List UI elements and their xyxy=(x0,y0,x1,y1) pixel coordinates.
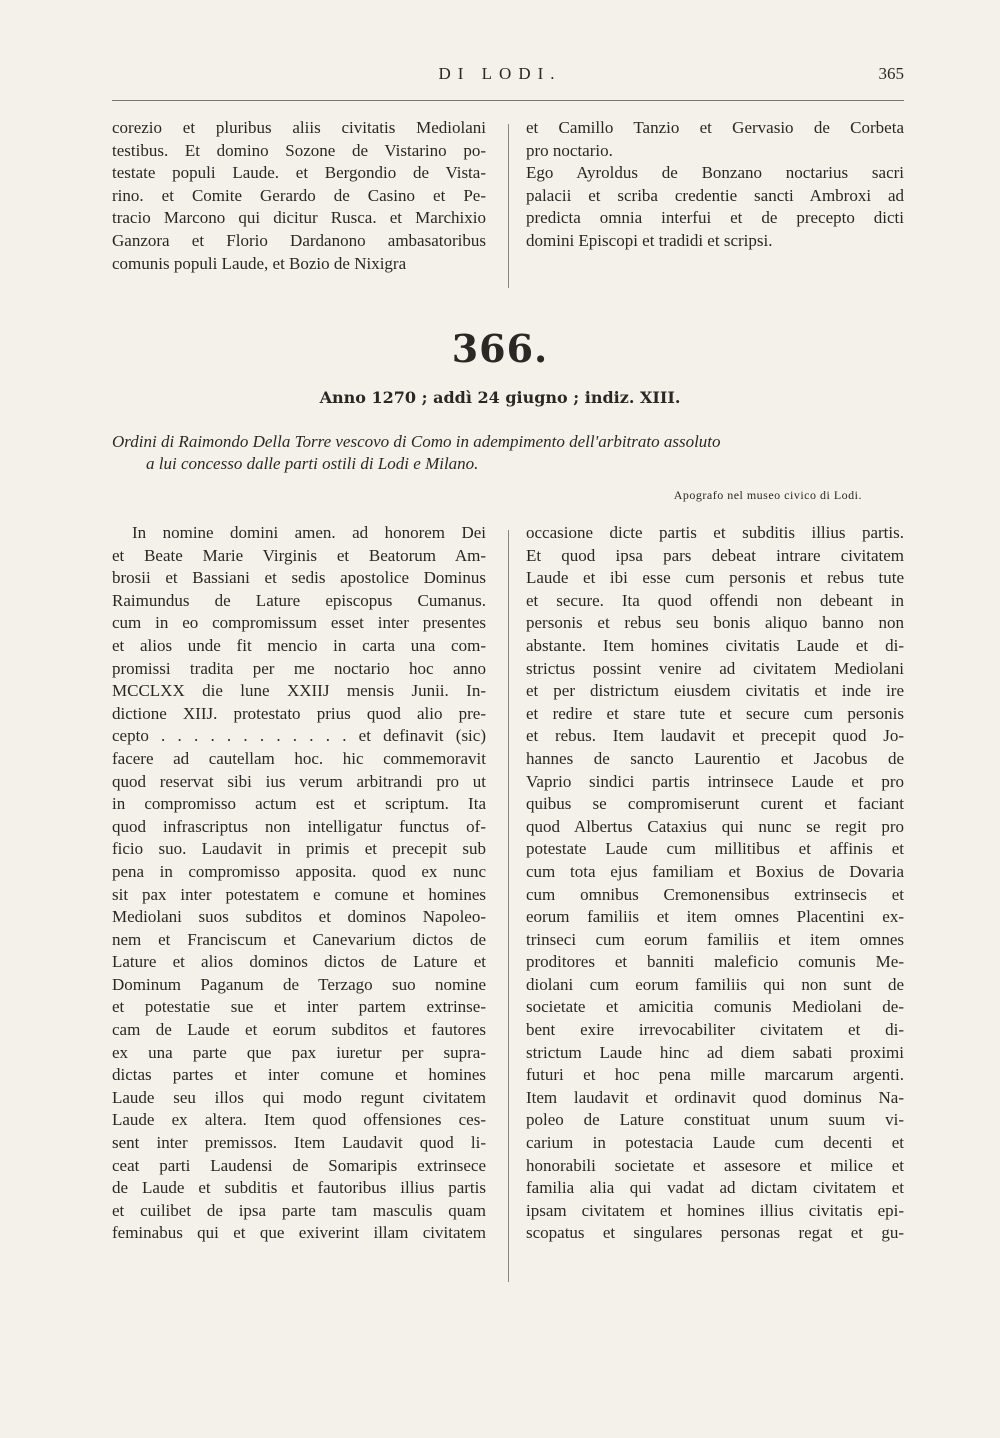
text-line: Vaprio sindici partis intrinsece Laude et pro xyxy=(526,771,904,791)
text-line: promissi tradita per me noctario hoc anno xyxy=(112,658,486,678)
column-rule xyxy=(508,530,509,1282)
text-line: Laude et ibi esse cum personis et rebus tute xyxy=(526,568,904,588)
column-rule xyxy=(508,124,509,288)
text-line: eorum familiis et item omnes Placentini ex- xyxy=(526,907,904,927)
text-line: et cuilibet de ipsa parte tam masculis quam xyxy=(112,1200,486,1220)
text-line: Et quod ipsa pars debeat intrare civitatem xyxy=(526,545,904,565)
text-line: Mediolani suos subditos et dominos Napoleo- xyxy=(112,907,486,927)
text-line: domini Episcopi et tradidi et scripsi. xyxy=(526,230,773,250)
text-line: strictum Laude hinc ad diem sabati proximi xyxy=(526,1042,904,1062)
text-line: cepto . . . . . . . . . . . . et definavit (sic) xyxy=(112,726,486,746)
text-line: feminabus qui et que exiverint illam civitatem xyxy=(112,1223,486,1243)
source-note: Apografo nel museo civico di Lodi. xyxy=(673,488,862,502)
text-line: ex una parte que pax iuretur per supra- xyxy=(112,1042,486,1062)
document-summary xyxy=(112,431,904,475)
text-line: sent inter premissos. Item Laudavit quod li- xyxy=(112,1133,486,1153)
text-line: et Beate Marie Virginis et Beatorum Am- xyxy=(112,545,486,565)
text-line: quod Albertus Cataxius qui nunc se regit pro xyxy=(526,816,904,836)
text-line: honorabili societate et assesore et milice et xyxy=(526,1155,904,1175)
text-line: Lature et alios dominos dictos de Lature et xyxy=(112,952,486,972)
text-line: palacii et scriba credentie sancti Ambroxi ad xyxy=(526,185,904,205)
text-line: dictas partes et inter comune et homines xyxy=(112,1065,486,1085)
text-line: et Camillo Tanzio et Gervasio de Corbeta xyxy=(526,118,904,137)
text-line: carium in potestacia Laude cum decenti et xyxy=(526,1133,904,1153)
text-line: Ganzora et Florio Dardanono ambasatoribus xyxy=(112,230,486,250)
text-line: de Laude et subditis et fautoribus illius partis xyxy=(112,1178,486,1198)
text-line: comunis populi Laude, et Bozio de Nixigra xyxy=(112,253,407,273)
text-line: poleo de Lature constituat unum suum vi- xyxy=(526,1110,904,1130)
text-line: pro noctario. xyxy=(526,140,613,160)
text-line: et per districtum eiusdem civitatis et inde ire xyxy=(526,681,904,701)
text-line: testibus. Et domino Sozone de Vistarino po- xyxy=(112,140,486,160)
text-line: bent exire irrevocabiliter civitatem et di- xyxy=(526,1020,904,1040)
header-rule xyxy=(112,100,904,101)
text-line: hannes de sancto Laurentio et Jacobus de xyxy=(526,748,904,768)
text-line: Item laudavit et ordinavit quod dominus Na- xyxy=(526,1087,904,1107)
text-line: Laude ex altera. Item quod offensiones ces- xyxy=(112,1110,486,1130)
text-line: ficio suo. Laudavit in primis et precepit sub xyxy=(112,839,486,859)
text-line: Raimundus de Lature episcopus Cumanus. xyxy=(112,590,486,610)
text-line: sit pax inter potestatem e comune et homines xyxy=(112,884,486,904)
summary-line: a lui concesso dalle parti ostili di Lodi e Milano. xyxy=(146,454,479,473)
text-line: diolani cum eorum familiis qui non sunt de xyxy=(526,974,904,994)
text-line: trinseci cum eorum familiis et item omnes xyxy=(526,929,904,949)
text-line: quod reservat sibi ius verum arbitrandi pro ut xyxy=(112,771,486,791)
text-line: et secure. Ita quod offendi non debeant in xyxy=(526,590,904,610)
text-line: strictus possint venire ad civitatem Mediolani xyxy=(526,658,904,678)
summary-line: Ordini di Raimondo Della Torre vescovo di Como in adempimento dell'arbitrato assoluto xyxy=(112,432,721,451)
text-line: familia alia qui vadat ad dictam civitatem et xyxy=(526,1178,904,1198)
text-line: ceat parti Laudensi de Somaripis extrinsece xyxy=(112,1155,486,1175)
text-line: personis et rebus seu bonis aliquo banno non xyxy=(526,613,904,633)
text-line: scopatus et singulares personas regat et gu- xyxy=(526,1223,904,1243)
document-left-column xyxy=(112,522,486,1245)
text-line: tracio Marcono qui dicitur Rusca. et Marchixio xyxy=(112,208,486,228)
text-line: predicta omnia interfui et de precepto dicti xyxy=(526,208,904,228)
text-line: occasione dicte partis et subditis illius partis. xyxy=(526,523,904,542)
text-line: et redire et stare tute et secure cum personis xyxy=(526,703,904,723)
text-line: Ego Ayroldus de Bonzano noctarius sacri xyxy=(526,163,904,183)
document-number: 366. xyxy=(451,326,549,371)
text-line: cum omnibus Cremonensibus extrinsecis et xyxy=(526,884,904,904)
text-line: societate et amicitia comunis Mediolani de- xyxy=(526,997,904,1017)
text-line: proditores et banniti maleficio comunis Me- xyxy=(526,952,904,972)
text-line: cum tota ejus familiam et Boxius de Dovaria xyxy=(526,861,904,881)
text-line: nem et Franciscum et Canevarium dictos de xyxy=(112,929,486,949)
text-line: quibus se compromiserunt curent et faciant xyxy=(526,794,904,814)
text-line: Dominum Paganum de Terzago suo nomine xyxy=(112,974,486,994)
text-line: In nomine domini amen. ad honorem Dei xyxy=(132,523,486,542)
text-line: dictione XIIJ. protestato prius quod alio pre- xyxy=(112,703,486,723)
text-line: cam de Laude et eorum subditos et fautores xyxy=(112,1020,486,1040)
header-title: DI LODI. xyxy=(438,64,562,83)
text-line: pena in compromisso apposita. quod ex nunc xyxy=(112,861,486,881)
text-line: rino. et Comite Gerardo de Casino et Pe- xyxy=(112,185,486,205)
text-line: ipsam civitatem et homines illius civitatis epi- xyxy=(526,1200,904,1220)
text-line: Laude seu illos qui modo regunt civitatem xyxy=(112,1087,486,1107)
text-line: testate populi Laude. et Bergondio de Vista- xyxy=(112,163,486,183)
previous-document-right-column xyxy=(526,117,904,253)
text-line: futuri et hoc pena mille marcarum argenti. xyxy=(526,1065,904,1085)
text-line: facere ad cautellam hoc. hic commemoravit xyxy=(112,748,486,768)
page-number: 365 xyxy=(878,64,904,83)
text-line: quod infrascriptus non intelligatur functus of- xyxy=(112,816,486,836)
text-line: brosii et Bassiani et sedis apostolice Dominus xyxy=(112,568,486,588)
text-line: corezio et pluribus aliis civitatis Mediolani xyxy=(112,118,486,137)
previous-document-left-column xyxy=(112,117,486,275)
document-right-column xyxy=(526,522,904,1245)
document-date-line: Anno 1270 ; addì 24 giugno ; indiz. XIII. xyxy=(319,388,681,407)
text-line: in compromisso actum est et scriptum. Ita xyxy=(112,794,486,814)
text-line: potestate Laude cum millitibus et affinis et xyxy=(526,839,904,859)
text-line: abstante. Item homines civitatis Laude et di- xyxy=(526,635,904,655)
text-line: et alios unde fit mencio in carta una com- xyxy=(112,635,486,655)
text-line: MCCLXX die lune XXIIJ mensis Junii. In- xyxy=(112,681,486,701)
text-line: et rebus. Item laudavit et precepit quod Jo- xyxy=(526,726,904,746)
text-line: et potestatie sue et inter partem extrinse- xyxy=(112,997,486,1017)
text-line: cum in eo compromissum esset inter presentes xyxy=(112,613,486,633)
